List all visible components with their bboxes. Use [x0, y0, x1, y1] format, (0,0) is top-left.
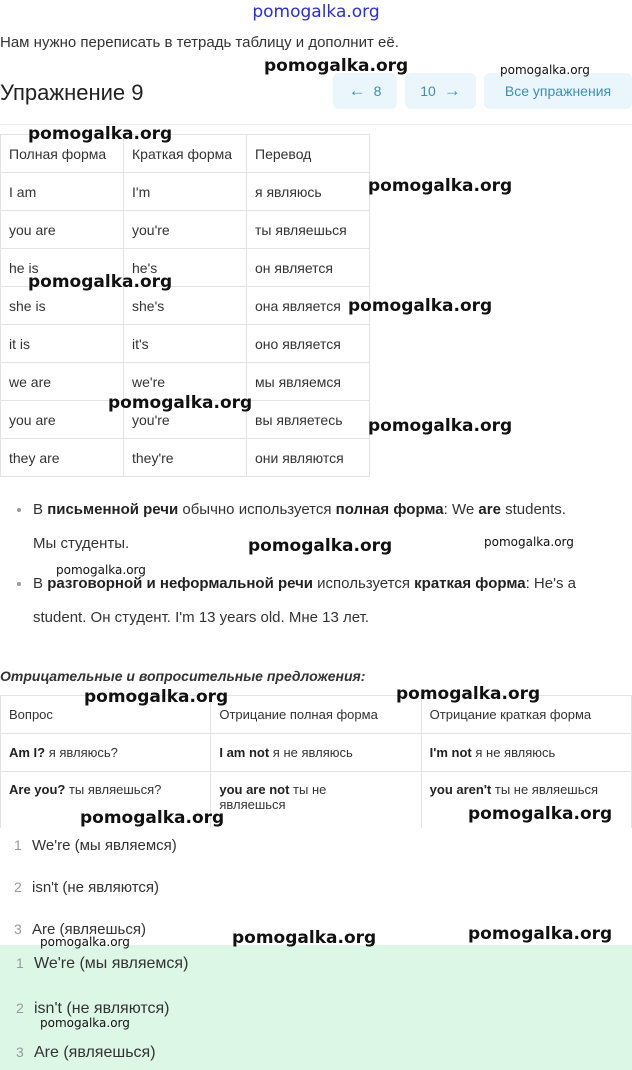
table-cell: I'm — [124, 173, 247, 211]
table-cell: you are — [1, 401, 124, 439]
table-cell: мы являемся — [247, 363, 370, 401]
table-cell: они являются — [247, 439, 370, 477]
table-cell: they are — [1, 439, 124, 477]
table-cell: you are not ты не являешься — [211, 772, 421, 837]
table-cell: I'm not я не являюсь — [421, 734, 631, 772]
watermark: pomogalka.org — [108, 393, 253, 413]
next-exercise-button[interactable] — [405, 73, 476, 109]
table-cell: Are you? ты являешься? — [1, 772, 211, 837]
table-row — [1, 287, 370, 325]
watermark: pomogalka.org — [40, 935, 130, 949]
answer-item-highlighted: 1 We're (мы являемся) — [16, 955, 189, 972]
table-header-cell: Перевод — [247, 135, 370, 173]
table-cell: Am I? я являюсь? — [1, 734, 211, 772]
watermark: pomogalka.org — [348, 296, 493, 316]
table-cell: she is — [1, 287, 124, 325]
table-cell: оно является — [247, 325, 370, 363]
next-exercise-label: 10 — [420, 83, 436, 99]
watermark: pomogalka.org — [500, 63, 590, 77]
table-cell: you are — [1, 211, 124, 249]
bullet-dot — [17, 582, 21, 586]
bullet-dot — [17, 508, 21, 512]
answer-item-highlighted: 2 isn't (не являются) — [16, 1000, 170, 1017]
table-cell: you're — [124, 401, 247, 439]
bullet-spoken-speech-line2: student. Он студент. I'm 13 years old. Мне 13 лет. — [33, 609, 369, 626]
watermark: pomogalka.org — [28, 124, 173, 144]
table-cell: it is — [1, 325, 124, 363]
watermark: pomogalka.org — [40, 1016, 130, 1030]
table-cell: он является — [247, 249, 370, 287]
table-cell: he's — [124, 249, 247, 287]
table-cell: ты являешься — [247, 211, 370, 249]
watermark: pomogalka.org — [468, 804, 613, 824]
table-cell: they're — [124, 439, 247, 477]
answer-item: 1 We're (мы являемся) — [14, 837, 177, 854]
forms-table — [0, 134, 370, 477]
watermark: pomogalka.org — [468, 924, 613, 944]
table-row — [1, 173, 370, 211]
watermark: pomogalka.org — [484, 535, 574, 549]
table-cell: I am not я не являюсь — [211, 734, 421, 772]
arrow-left-icon: ← — [348, 81, 366, 100]
table-cell: we are — [1, 363, 124, 401]
table-cell: я являюсь — [247, 173, 370, 211]
bullet-written-speech-line2: Мы студенты. — [33, 535, 130, 552]
watermark: pomogalka.org — [232, 928, 377, 948]
table-cell: she's — [124, 287, 247, 325]
bullet-text: В письменной речи обычно используется полная форма: We are students. — [33, 501, 566, 518]
table-header-cell: Отрицание краткая форма — [421, 696, 631, 734]
table-cell: he is — [1, 249, 124, 287]
table-row — [1, 325, 370, 363]
table-header-cell: Краткая форма — [124, 135, 247, 173]
table-cell: она является — [247, 287, 370, 325]
top-watermark: pomogalka.org — [252, 2, 380, 22]
watermark: pomogalka.org — [80, 808, 225, 828]
table-header-cell: Вопрос — [1, 696, 211, 734]
prev-exercise-button[interactable] — [333, 73, 397, 109]
table-row — [1, 439, 370, 477]
watermark: pomogalka.org — [28, 272, 173, 292]
watermark: pomogalka.org — [264, 56, 409, 76]
table-row — [1, 211, 370, 249]
section-subheading: Отрицательные и вопросительные предложения: — [0, 668, 366, 684]
answer-item: 2 isn't (не являются) — [14, 879, 160, 896]
table-cell: I am — [1, 173, 124, 211]
table-cell: you're — [124, 211, 247, 249]
table-row — [1, 734, 632, 772]
table-header-cell: Отрицание полная форма — [211, 696, 421, 734]
answer-item: 3 Are (являешься) — [14, 921, 146, 938]
bullet-written-speech — [17, 493, 627, 527]
watermark: pomogalka.org — [56, 563, 146, 577]
table-cell: we're — [124, 363, 247, 401]
prev-exercise-label: 8 — [373, 83, 382, 99]
bullet-text: В разговорной и неформальной речи используется краткая форма: He's a — [33, 575, 576, 592]
all-exercises-label: Все упражнения — [504, 83, 612, 99]
watermark: pomogalka.org — [396, 684, 541, 704]
watermark: pomogalka.org — [248, 536, 393, 556]
intro-text: Нам нужно переписать в тетрадь таблицу и дополнит её. — [0, 34, 399, 51]
answer-item-highlighted: 3 Are (являешься) — [16, 1044, 156, 1061]
watermark: pomogalka.org — [368, 176, 513, 196]
table-cell: вы являетесь — [247, 401, 370, 439]
table-cell: it's — [124, 325, 247, 363]
arrow-right-icon: → — [443, 81, 461, 100]
table-cell: you aren't ты не являешься — [421, 772, 631, 837]
watermark: pomogalka.org — [368, 416, 513, 436]
watermark: pomogalka.org — [84, 687, 229, 707]
all-exercises-button[interactable] — [484, 73, 632, 109]
exercise-title: Упражнение 9 — [0, 80, 144, 105]
table-header-cell: Полная форма — [1, 135, 124, 173]
